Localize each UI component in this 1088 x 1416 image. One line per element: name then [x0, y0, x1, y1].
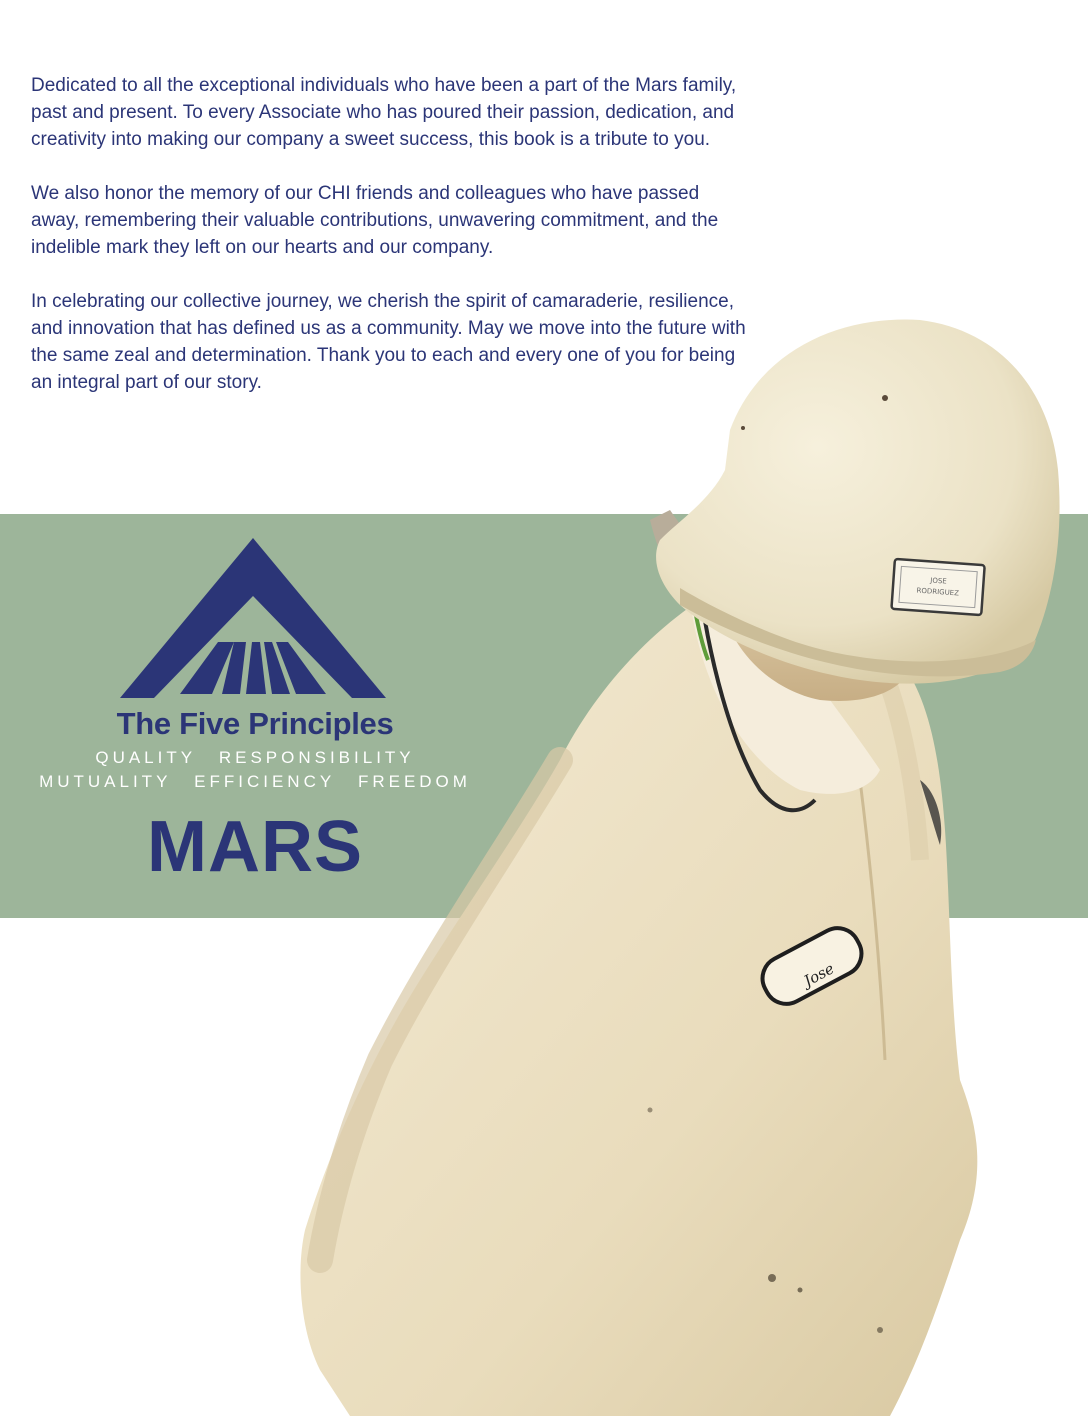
- five-principles-title: The Five Principles: [116, 706, 394, 741]
- principle-responsibility: RESPONSIBILITY: [218, 748, 415, 767]
- helmet-name-sticker: [891, 559, 984, 615]
- principle-quality: QUALITY: [95, 748, 197, 767]
- principle-efficiency: EFFICIENCY: [194, 772, 336, 791]
- shirt-name-text: Jose: [800, 959, 838, 991]
- principles-line-1: [0, 748, 510, 768]
- dedication-paragraph-1: Dedicated to all the exceptional individuals who have been a part of the Mars family, past and present. To every Associate who has poured their passion, dedication, and creativity into making our company a sweet success, this book is a tribute to you.: [31, 75, 737, 150]
- mars-brand-logo: MARS: [147, 807, 363, 887]
- dedication-text: [31, 72, 751, 423]
- principles-line-2: [0, 772, 510, 792]
- five-principles-logo: [0, 514, 510, 918]
- helmet-label-line2: RODRIGUEZ: [916, 586, 960, 598]
- dedication-paragraph-3: In celebrating our collective journey, we cherish the spirit of camaraderie, resilience, and innovation that has defined us as a community. May we move into the future with the same zeal and determination. Thank you to each and every one of you for being an integral part of our story.: [31, 291, 746, 393]
- principle-freedom: FREEDOM: [357, 772, 471, 791]
- helmet-label-line1: JOSE: [930, 576, 947, 586]
- five-principles-pyramid-icon: [120, 538, 386, 714]
- dedication-paragraph-2: We also honor the memory of our CHI friends and colleagues who have passed away, remembering their valuable contributions, unwavering commitment, and the indelible mark they left on our hearts and our company.: [31, 183, 719, 258]
- principle-mutuality: MUTUALITY: [39, 772, 172, 791]
